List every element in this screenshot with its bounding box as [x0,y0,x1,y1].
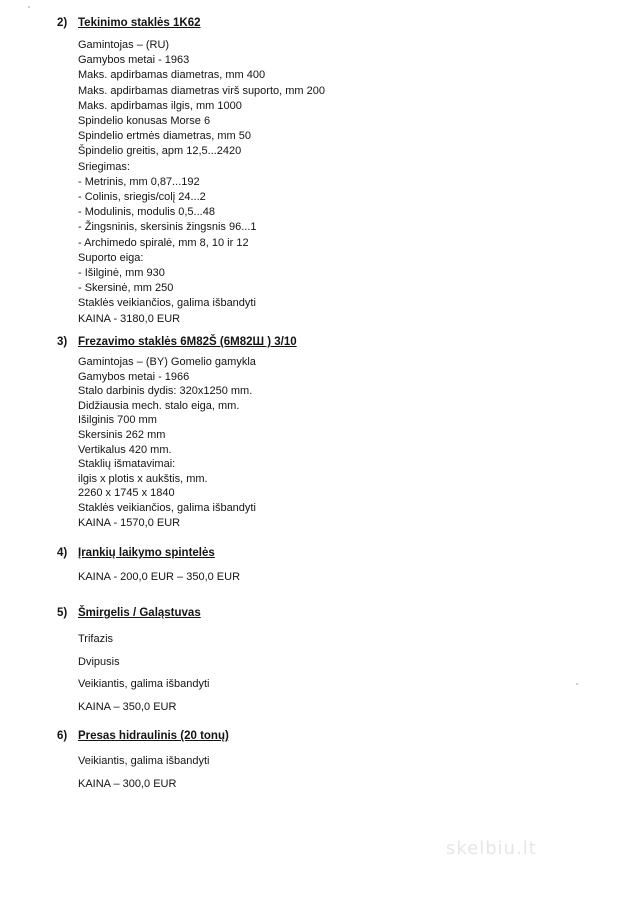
detail-line: - Žingsninis, skersinis žingsnis 96...1 [78,221,257,234]
detail-line: Spindelio ertmės diametras, mm 50 [78,130,252,143]
detail-line: Maks. apdirbamas diametras virš suporto, mm 200 [78,84,325,97]
detail-line: Staklių išmatavimai: [78,458,176,471]
detail-line: Staklės veikiančios, galima išbandyti [78,501,256,514]
detail-line: Veikiantis, galima išbandyti [78,755,210,767]
detail-line: - Skersinė, mm 250 [78,282,174,295]
detail-line: - Modulinis, modulis 0,5...48 [78,206,215,219]
scan-speck [576,683,578,685]
detail-line: Trifazis [78,633,114,645]
detail-line: Stalo darbinis dydis: 320x1250 mm. [78,385,253,398]
detail-line: Gamintojas – (BY) Gomelio gamykla [78,356,256,368]
detail-line: Sriegimas: [78,160,130,173]
section-details [78,355,256,530]
detail-line: KAINA – 350,0 EUR [78,700,177,713]
section-number: 4) [57,547,68,559]
detail-line: Išilginis 700 mm [78,414,157,427]
detail-line: - Išilginė, mm 930 [78,267,165,280]
detail-line: - Colinis, sriegis/colį 24...2 [78,191,206,204]
detail-line: KAINA - 3180,0 EUR [78,312,181,325]
detail-line: ilgis x plotis x aukštis, mm. [78,472,208,485]
detail-line: KAINA - 200,0 EUR – 350,0 EUR [78,571,241,583]
section-title: Presas hidraulinis (20 tonų) [78,730,229,742]
section-details [78,38,325,327]
section-title: Tekinimo staklės 1K62 [78,17,201,29]
section-number: 6) [57,730,68,742]
section-number: 5) [57,607,68,619]
detail-line: Maks. apdirbamas diametras, mm 400 [78,69,266,82]
section-details [78,628,209,718]
detail-line: Spindelio konusas Morse 6 [78,115,211,128]
detail-line: Staklės veikiančios, galima išbandyti [78,297,256,310]
watermark-logo: skelbiu.lt [446,838,537,859]
detail-line: Gamybos metai - 1966 [78,370,190,383]
section-number: 3) [57,336,68,348]
detail-line: Špindelio greitis, apm 12,5...2420 [78,145,242,158]
section-details [78,570,240,585]
detail-line: - Metrinis, mm 0,87...192 [78,175,200,188]
detail-line: Maks. apdirbamas ilgis, mm 1000 [78,99,242,112]
section-details [78,750,209,795]
section-title: Įrankių laikymo spintelės [78,547,215,559]
detail-line: Gamybos metai - 1963 [78,54,190,67]
detail-line: 2260 x 1745 x 1840 [78,487,175,500]
detail-line: Dvipusis [78,655,120,668]
detail-line: Suporto eiga: [78,251,144,264]
scan-speck [28,6,30,8]
section-title: Šmirgelis / Galąstuvas [78,607,201,619]
detail-line: Didžiausia mech. stalo eiga, mm. [78,399,240,412]
detail-line: KAINA - 1570,0 EUR [78,516,181,529]
section-title: Frezavimo staklės 6M82Š (6M82Ш ) 3/10 [78,336,297,348]
detail-line: KAINA – 300,0 EUR [78,777,177,790]
detail-line: Gamintojas – (RU) [78,39,170,51]
detail-line: Veikiantis, galima išbandyti [78,678,210,690]
detail-line: Skersinis 262 mm [78,428,166,441]
detail-line: Vertikalus 420 mm. [78,443,172,456]
section-number: 2) [57,17,68,29]
detail-line: - Archimedo spiralė, mm 8, 10 ir 12 [78,236,249,249]
